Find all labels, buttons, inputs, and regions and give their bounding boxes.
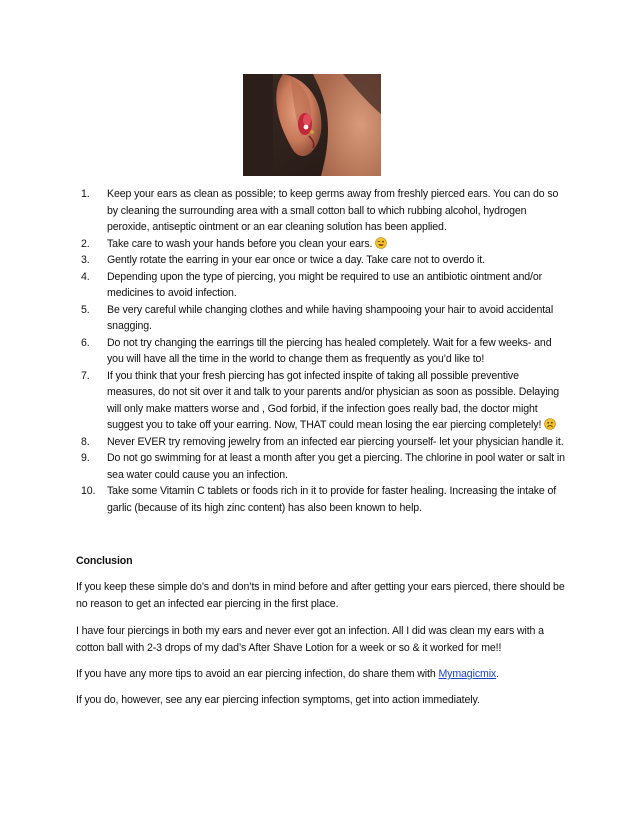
list-text: Do not try changing the earrings till the piercing has healed completely. Wait for a few weeks- and you will have all the time in the world to change them as frequently as you’d like to! [107, 336, 552, 365]
list-item [76, 335, 566, 368]
list-text [107, 236, 566, 253]
conclusion-heading: Conclusion [76, 555, 133, 567]
list-number: 4. [81, 270, 90, 283]
list-text [107, 368, 566, 434]
list-text: Do not go swimming for at least a month after you get a piercing. The chlorine in pool water or salt in sea water could cause you an infection. [107, 452, 565, 481]
paragraph-text: If you have any more tips to avoid an ear piercing infection, do share them with [76, 668, 439, 680]
list-item [76, 236, 566, 253]
list-number: 3. [81, 254, 90, 266]
list-number: 10. [81, 485, 96, 497]
paragraph-end: . [496, 668, 499, 680]
list-number: 9. [81, 452, 90, 464]
list-number: 2. [81, 237, 90, 250]
list-item [76, 434, 566, 451]
sad-face-icon [544, 418, 556, 430]
list-text-content: Take care to wash your hands before you clean your ears. [107, 237, 373, 250]
list-number: 1. [81, 188, 90, 200]
conclusion-paragraph-2: I have four piercings in both my ears and never ever got an infection. All I did was clean my ears with a cotton ball with 2-3 drops of my dad’s After Shave Lotion for a week or so & it worked for me!! [76, 625, 544, 654]
list-text: Never EVER try removing jewelry from an infected ear piercing yourself- let your physician handle it. [107, 435, 564, 448]
list-item [76, 252, 566, 269]
care-tips-list [76, 186, 566, 516]
list-item [76, 368, 566, 434]
list-number: 7. [81, 369, 90, 382]
ear-piercing-image [243, 74, 381, 176]
list-item [76, 302, 566, 335]
conclusion-paragraph-1: If you keep these simple do’s and don’ts in mind before and after getting your ears pierced, there should be no reason to get an infected ear piercing in the first place. [76, 581, 565, 610]
list-item [76, 450, 566, 483]
list-item [76, 186, 566, 236]
list-item [76, 483, 566, 516]
list-text: Depending upon the type of piercing, you might be required to use an antibiotic ointment and/or medicines to avoid infection. [107, 270, 543, 299]
list-text: Take some Vitamin C tablets or foods rich in it to provide for faster healing. Increasing the intake of garlic (because of its high zinc content) has also been known to help. [107, 485, 557, 514]
mymagicmix-link[interactable]: Mymagicmix [438, 668, 497, 680]
list-number: 5. [81, 303, 90, 316]
list-text: Keep your ears as clean as possible; to keep germs away from freshly pierced ears. You can do so by cleaning the surrounding area with a small cotton ball to which rubbing alcohol, hydrogen peroxide, antiseptic ointment or an ear cleaning solution has been applied. [107, 188, 559, 233]
list-item [76, 269, 566, 302]
list-text: Gently rotate the earring in your ear once or twice a day. Take care not to overdo it. [107, 254, 485, 266]
list-number: 8. [81, 435, 90, 448]
list-text-content: If you think that your fresh piercing has got infected inspite of taking all possible preventive measures, do not sit over it and talk to your parents and/or physician as soon as possible. Delaying will only make matters worse and , God forbid, if the infection goes really bad, the doctor might suggest you to take off your earring. Now, THAT could mean losing the ear piercing completely! [107, 369, 560, 431]
list-text: Be very careful while changing clothes and while having shampooing your hair to avoid accidental snagging. [107, 303, 554, 332]
ear-piercing-photo [243, 74, 381, 176]
conclusion-paragraph-4: If you do, however, see any ear piercing infection symptoms, get into action immediately. [76, 694, 480, 706]
conclusion-paragraph-3 [76, 666, 568, 683]
list-number: 6. [81, 336, 90, 349]
winking-face-icon [375, 237, 387, 249]
